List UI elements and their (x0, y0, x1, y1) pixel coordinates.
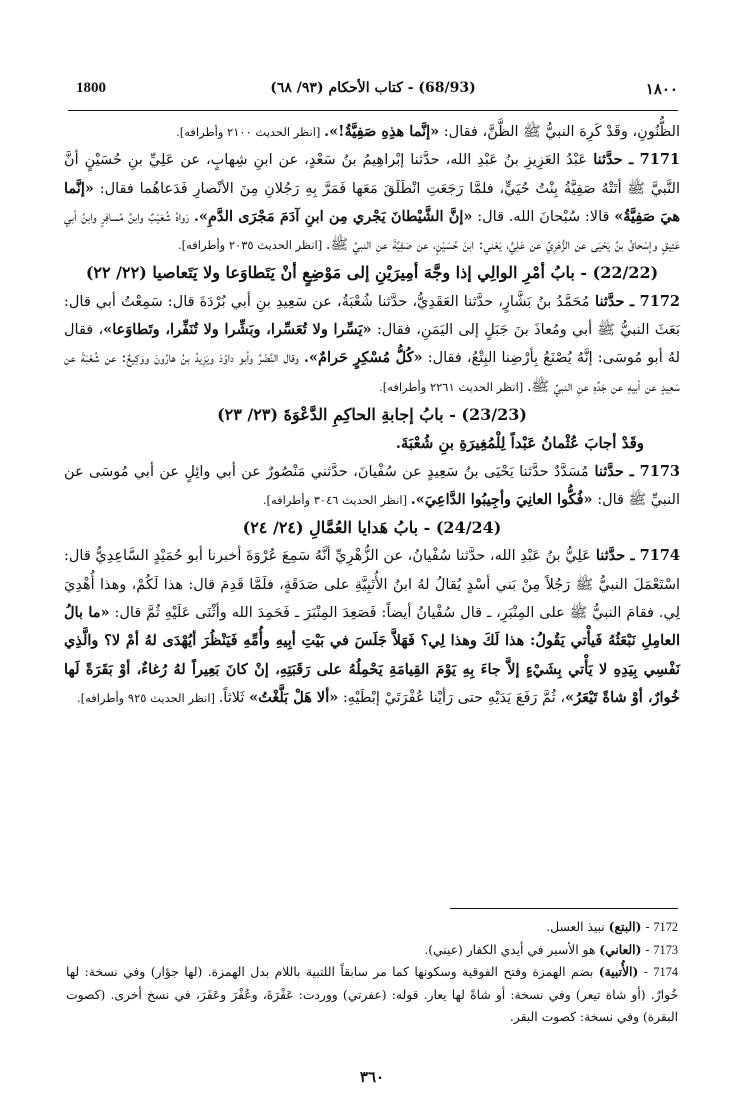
footnote-rule (450, 908, 678, 909)
chapter-heading-24: (24/24) - بابُ هَدايا العُمَّالِ (٢٤/ ٢٤) (242, 518, 502, 538)
hadith-number: 7174 (639, 547, 680, 565)
hadith-number: 7172 (639, 292, 680, 310)
page-number-latin: 1800 (76, 80, 106, 96)
main-text (64, 118, 680, 712)
hadith-number: 7171 (639, 151, 680, 169)
footnote: 7173 - (العاني) هو الأسير في أيدي الكفار (عيني). (424, 941, 678, 957)
footnote: 7172 - (البتع) نبيذ العسل. (546, 919, 678, 934)
chapter-heading-22: (22/22) - بابُ أمْرِ الوالِي إذا وجَّهَ أمِيرَيْنِ إلى مَوْضِعٍ أنْ يَتَطاوَعا ولا يَتَعاصيا (٢٢/ ٢٢) (85, 263, 659, 283)
footnote: 7174 - (الأُتبية) بضم الهمزة وفتح الفوقية وسكونها كما مر سابقاً اللتبية باللام بدل الهمزة. (لها جؤار) وفي نسخة: لها خُوارٌ. (أو شاة تيعر) وفي نسخة: أو شاةً لها يعار. قوله: (عفرتي) ووردت: عَفْرَةَ، وعُفْرَ وعَفَرَ، في نسخ أخرى. (كصوت البقرة) وفي نسخة: كصوت البقر. (66, 964, 678, 1024)
running-title: (68/93) - كتاب الأحكام (٩٣/ ٦٨) (270, 80, 476, 96)
hadith-number: 7173 (639, 462, 681, 480)
chapter-heading-23: (23/23) - بابُ إجابةِ الحاكِمِ الدَّعْوَةَ (٢٣/ ٢٣) (217, 404, 527, 424)
page-number-arabic: ١٨٠٠ (645, 80, 678, 98)
hadith-7173: 7173 ـ حدَّثنا مُسَدَّدٌ حدَّثنا يَحْيَى بنُ سَعِيدٍ عن سُفْيانَ، حدَّثني مَنْصُورٌ عن أبي وائِلٍ عن أبي مُوسَى عن النبيِّ ﷺ قال: «فُكُّوا العانِيَ وأجِيبُوا الدَّاعِيَ». [انظر الحديث ٣٠٤٦ وأطرافه]. (64, 462, 681, 508)
intro-paragraph: الظُّنُونِ، وقَدْ كَرِهَ النبيُّ ﷺ الظَّنَّ، فقال: «إنَّما هذِهِ صَفِيَّةُ!». [انظر الحديث ٢١٠٠ وأطرافه]. (176, 123, 680, 140)
chapter-note-23: وقَدْ أجابَ عُثْمانُ عَبْداً لِلْمُغِيرَةِ بنِ شُعْبَةَ. (395, 434, 644, 453)
running-header (68, 80, 678, 102)
footnotes (66, 916, 678, 1029)
header-rule (68, 110, 678, 111)
hadith-7171: 7171 ـ حدَّثنا عَبْدُ العَزِيزِ بنُ عَبْدِ الله، حدَّثنا إبْراهِيمُ بنُ سَعْدٍ، عن ابنِ شِهابٍ، عن عَلِيِّ بنِ حُسَيْنٍ أنَّ النَّبيَّ ﷺ أتَتْهُ صَفِيَّةُ بِنْتُ حُيَيٍّ، فلمَّا رَجَعَتِ انْطَلَقَ مَعَها فَمَرَّ بِهِ رَجُلانِ مِنَ الأنْصارِ فَدَعاهُما فقال: «إنَّما هيَ صَفِيَّةُ» قالا: سُبْحانَ الله. قال: «إنَّ الشَّيْطانَ يَجْري مِن ابنِ آدَمَ مَجْرَى الدَّمِ». رَواهُ شُعَيْبٌ وابنُ مُسافِرٍ وابنُ أبي عَتِيقٍ وإسْحاقُ بنُ يَحْيَى عن الزُّهْرِيِّ عن عَلِيٍّ، يَعْني: ابنَ حُسَيْنٍ، عن صَفِيَّةَ عنِ النبيِّ ﷺ. [انظر الحديث ٢٠٣٥ وأطرافه]. (64, 151, 680, 254)
hadith-7172: 7172 ـ حدَّثنا مُحَمَّدُ بنُ بَشَّارٍ، حدَّثنا العَقَدِيُّ، حدَّثنا شُعْبَةُ، عن سَعِيدِ بنِ أبي بُرْدَةَ قال: سَمِعْتُ أبي قال: بَعَثَ النبيُّ ﷺ أبي ومُعاذَ بنَ جَبَلٍ إلى اليَمَنِ، فقال: «يَسِّرا ولا تُعَسِّرا، وبَشِّرا ولا تُنَفِّرا، وتَطاوَعا»، فقال لهُ أبو مُوسَى: إنَّهُ يُصْنَعُ بِأرْضِنا البِتْعُ، فقال: «كُلُّ مُسْكِرٍ حَرامٌ». وقال النَّضْرُ وأبو داوُدَ ويَزِيدُ بنُ هارُونَ ووَكِيعٌ: عن شُعْبَةَ عن سَعِيدٍ عن أبيهِ عن جَدِّهِ عنِ النبيِّ ﷺ. [انظر الحديث ٢٢٦١ وأطرافه]. (64, 292, 681, 395)
hadith-7174: 7174 ـ حدَّثنا عَلِيُّ بنُ عَبْدِ الله، حدَّثنا سُفْيانُ، عن الزُّهْرِيِّ أنَّهُ سَمِعَ عُرْوَةَ أخبرنا أبو حُمَيْدٍ السَّاعِدِيُّ قال: اسْتَعْمَلَ النبيُّ ﷺ رَجُلاً مِنْ بَني أسْدٍ يُقالُ لهُ ابنُ الأُتَبِيَّةِ على صَدَقَةٍ، فلَمَّا قَدِمَ قال: هذا لَكُمْ، وهذا أُهْدِيَ لِي. فقامَ النبيُّ ﷺ على المِنْبَرِ، ـ قال سُفْيانُ أيضاً: فَصَعِدَ المِنْبَرَ ـ فَحَمِدَ الله وأثْنَى عَلَيْهِ ثُمَّ قال: «ما بالُ العامِلِ نَبْعَثُهُ فَيأْتي يَقُولُ: هذا لَكَ وهذا لِي؟ فَهَلاَّ جَلَسَ في بَيْتِ أبِيهِ وأُمِّهِ فَيَنْظُرَ أيُهْدَى لهُ أمْ لا؟ والَّذِي نَفْسِي بِيَدِهِ لا يَأْتي بِشَيْءٍ إلاَّ جاءَ بِهِ يَوْمَ القِيامَةِ يَحْمِلُهُ على رَقَبَتِهِ، إنْ كانَ بَعِيراً لهُ رُغاءٌ، أوْ بَقَرَةً لَها خُوارٌ، أوْ شاةً تَيْعَرُ»، ثُمَّ رَفَعَ يَدَيْهِ حتى رَأيْنا عُفْرَتَيْ إبْطَيْهِ: «ألا هَلْ بَلَّغْتُ» ثَلاثاً. [انظر الحديث ٩٢٥ وأطرافه]. (64, 547, 680, 706)
page-folio: ٣٦٠ (359, 1068, 385, 1086)
